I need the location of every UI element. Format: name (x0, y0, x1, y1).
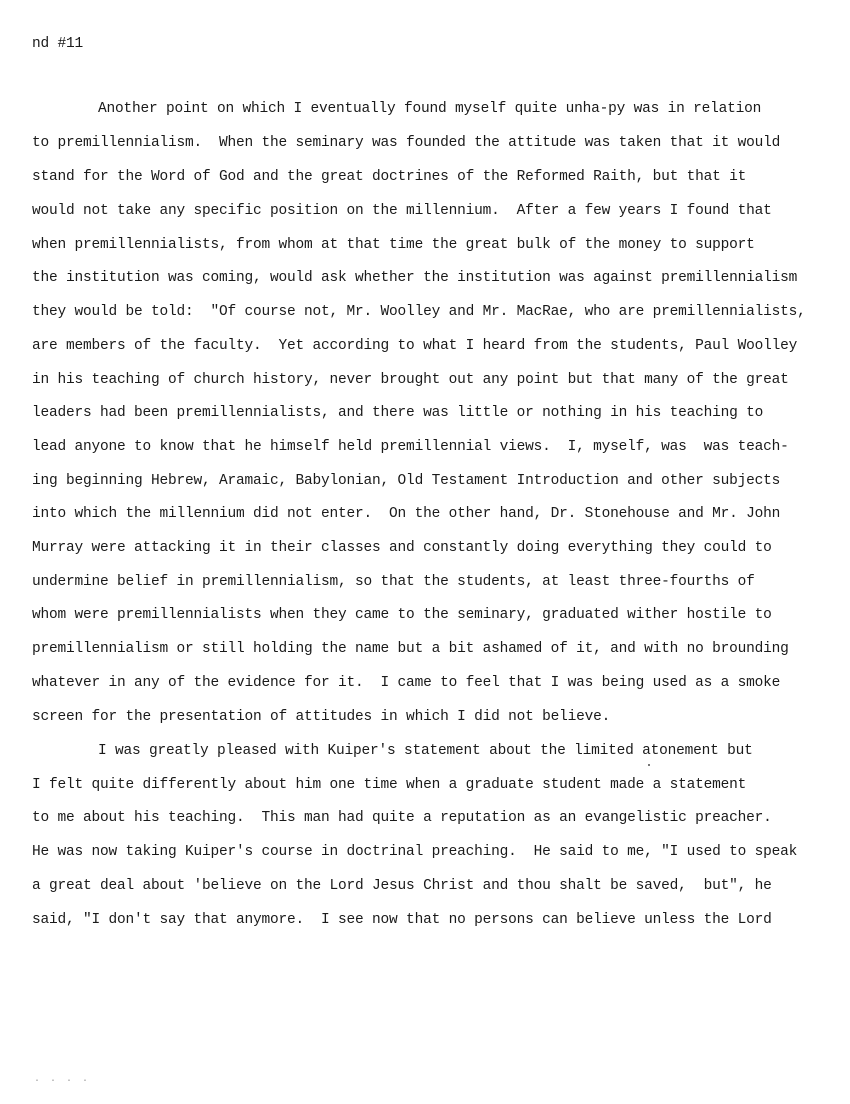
page-specks: . . . . (34, 1074, 91, 1085)
paragraph-2-line-1: I was greatly pleased with Kuiper's statement about the limited atonement but (98, 743, 753, 759)
paragraph-2-line-2: I felt quite differently about him one time when a graduate student made a statement (32, 777, 747, 793)
paragraph-1-line-2: to premillennialism. When the seminary was founded the attitude was taken that it would (32, 135, 781, 151)
paragraph-1-line-9: in his teaching of church history, never brought out any point but that many of the great (32, 372, 789, 388)
paragraph-1-line-1: Another point on which I eventually found myself quite unha-py was in relation (98, 101, 762, 117)
page-header: nd #11 (32, 36, 84, 52)
paragraph-2-line-6: said, "I don't say that anymore. I see now that no persons can believe unless the Lord (32, 912, 772, 928)
paragraph-1-line-17: premillennialism or still holding the name but a bit ashamed of it, and with no brounding (32, 641, 789, 657)
paragraph-1-line-15: undermine belief in premillennialism, so that the students, at least three-fourths of (32, 574, 755, 590)
paragraph-1-line-18: whatever in any of the evidence for it. I came to feel that I was being used as a smoke (32, 675, 781, 691)
paragraph-1-line-10: leaders had been premillennialists, and there was little or nothing in his teaching to (32, 405, 764, 421)
paragraph-2-line-3: to me about his teaching. This man had quite a reputation as an evangelistic preacher. (32, 810, 772, 826)
paragraph-1-line-7: they would be told: "Of course not, Mr. Woolley and Mr. MacRae, who are premillennialists, (32, 304, 806, 320)
paragraph-1-line-6: the institution was coming, would ask whether the institution was against premillennialism (32, 270, 798, 286)
paragraph-1-line-5: when premillennialists, from whom at that time the great bulk of the money to support (32, 237, 755, 253)
paragraph-1-line-12: ing beginning Hebrew, Aramaic, Babylonian, Old Testament Introduction and other subjects (32, 473, 781, 489)
stray-ink-mark (648, 764, 650, 766)
paragraph-1-line-16: whom were premillennialists when they came to the seminary, graduated wither hostile to (32, 607, 772, 623)
paragraph-1-line-13: into which the millennium did not enter. On the other hand, Dr. Stonehouse and Mr. John (32, 506, 781, 522)
paragraph-1-line-3: stand for the Word of God and the great doctrines of the Reformed Raith, but that it (32, 169, 747, 185)
paragraph-1-line-14: Murray were attacking it in their classes and constantly doing everything they could to (32, 540, 772, 556)
paragraph-2-line-5: a great deal about 'believe on the Lord Jesus Christ and thou shalt be saved, but", he (32, 878, 772, 894)
paragraph-1-line-11: lead anyone to know that he himself held premillennial views. I, myself, was was teach- (32, 439, 789, 455)
paragraph-1-line-19: screen for the presentation of attitudes in which I did not believe. (32, 709, 611, 725)
paragraph-1-line-4: would not take any specific position on the millennium. After a few years I found that (32, 203, 772, 219)
paragraph-2-line-4: He was now taking Kuiper's course in doctrinal preaching. He said to me, "I used to speak (32, 844, 798, 860)
paragraph-1-line-8: are members of the faculty. Yet according to what I heard from the students, Paul Woolley (32, 338, 798, 354)
